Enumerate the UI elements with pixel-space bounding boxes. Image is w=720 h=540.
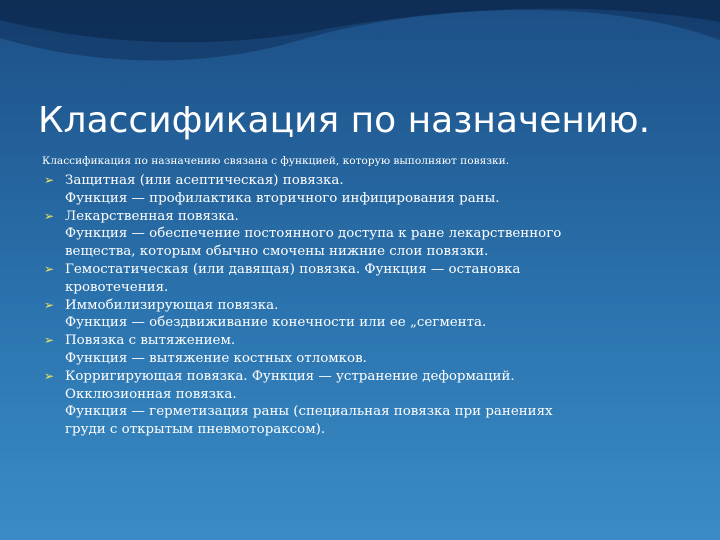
list-item-line: Лекарственная повязка. [65,208,239,224]
arrow-bullet-icon: ➢ [44,261,55,276]
list-item-line: вещества, которым обычно смочены нижние слои повязки. [65,244,489,260]
list-item-line: Повязка с вытяжением. [65,333,236,349]
list-item-line: Функция — обеспечение постоянного доступа к ране лекарственного [65,226,562,242]
list-item-line: Гемостатическая (или давящая) повязка. Функция — остановка [65,261,521,277]
list-item [44,261,684,297]
list-item-line: Функция — герметизация раны (специальная повязка при ранениях [65,404,553,420]
list-item-line: Иммобилизирующая повязка. [65,297,279,313]
arrow-bullet-icon: ➢ [44,368,55,383]
list-item-line: груди с открытым пневмотораксом). [65,422,326,438]
list-item [44,297,684,333]
list-item-line: Защитная (или асептическая) повязка. [65,173,344,188]
decorative-wave [0,0,720,90]
arrow-bullet-icon: ➢ [44,297,55,312]
arrow-bullet-icon: ➢ [44,208,55,223]
arrow-bullet-icon: ➢ [44,173,55,187]
slide-title: Классификация по назначению. [38,100,651,141]
list-item [44,332,684,368]
list-item-line: Корригирующая повязка. Функция — устранение деформаций. [65,368,515,384]
list-item-line: кровотечения. [65,279,169,295]
list-item [44,208,684,261]
arrow-bullet-icon: ➢ [44,333,55,348]
bullet-list [44,172,684,439]
list-item-line: Функция — вытяжение костных отломков. [65,350,367,366]
list-item [44,172,684,208]
slide-intro: Классификация по назначению связана с функцией, которую выполняют повязки. [42,155,510,167]
list-item-line: Окклюзионная повязка. [65,386,237,402]
list-item-line: Функция — обездвиживание конечности или ее „сегмента. [65,315,487,331]
list-item [44,368,684,439]
list-item-line: Функция — профилактика вторичного инфицирования раны. [65,190,500,206]
